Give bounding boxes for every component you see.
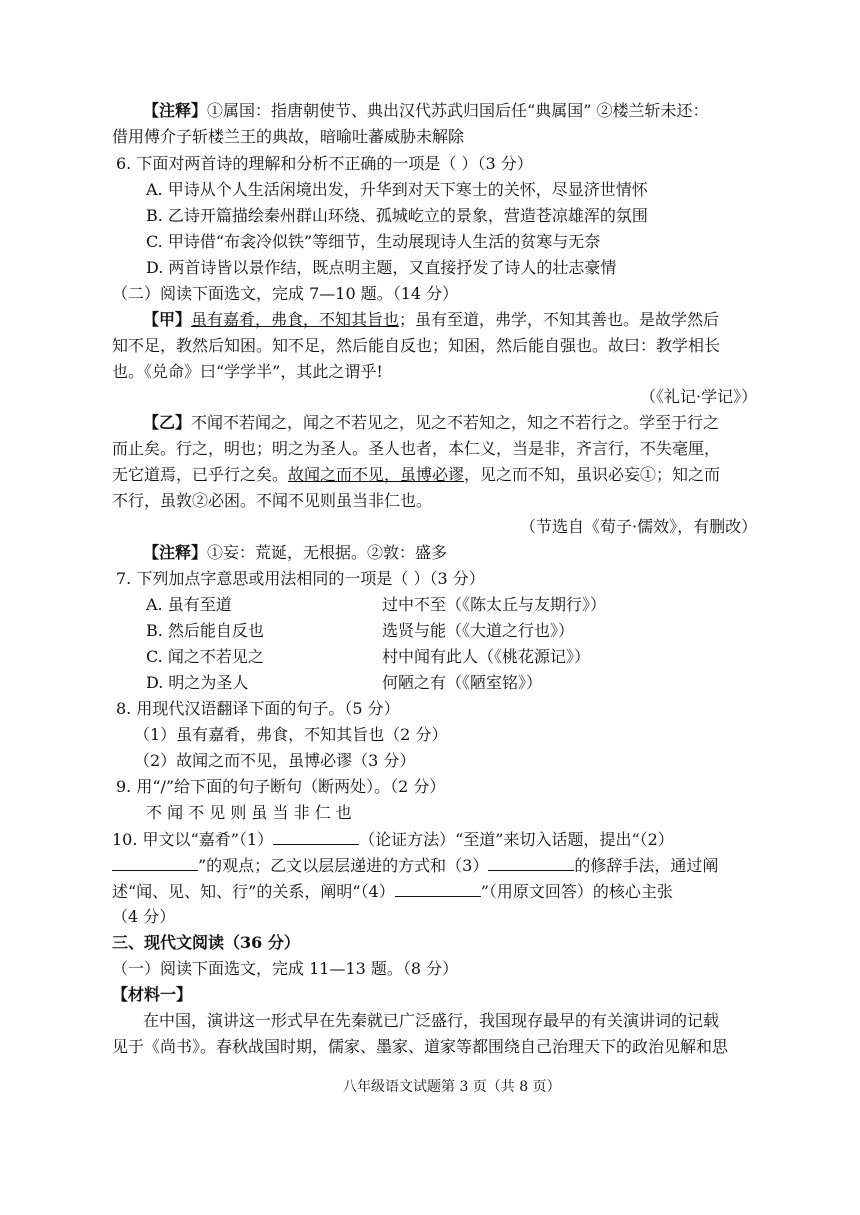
passage-yi-line: 而止矣。行之，明也；明之为圣人。圣人也者，本仁义，当是非，齐言行，不失毫厘，	[112, 439, 721, 458]
question-9-stem: 9. 用“/”给下面的句子断句（断两处）。（2 分）	[116, 777, 446, 796]
passage-text: 无它道焉，已乎行之矣。	[112, 465, 289, 484]
q10-text: 10. 甲文以“嘉肴”（1）	[112, 830, 274, 849]
passage-label: 【乙】	[143, 413, 192, 432]
note-label: 【注释】	[143, 101, 208, 120]
question-7-stem: 7. 下列加点字意思或用法相同的一项是（ ）（3 分）	[116, 569, 485, 588]
question-8-stem: 8. 用现代汉语翻译下面的句子。（5 分）	[116, 699, 400, 718]
q6-option-c: C. 甲诗借“布衾冷似铁”等细节，生动展现诗人生活的贫寒与无奈	[146, 232, 601, 251]
q7-option-a-right: 过中不至（《陈太丘与友期行》）	[382, 595, 607, 614]
q7-option-b-left: B. 然后能自反也	[146, 621, 264, 640]
question-10-line	[112, 854, 718, 877]
passage-jia-line	[143, 309, 719, 331]
answer-blank-4[interactable]	[395, 880, 481, 897]
q10-text: 述“闻、见、知、行”的关系，阐明“（4）	[112, 882, 395, 901]
passage-source: （《礼记·学记》）	[640, 387, 758, 406]
q9-sentence: 不 闻 不 见 则 虽 当 非 仁 也	[146, 803, 352, 822]
note-line	[143, 100, 708, 122]
note-label: 【注释】	[143, 543, 208, 562]
answer-blank-1[interactable]	[273, 828, 359, 845]
note-text: ①属国：指唐朝使节、典出汉代苏武归国后任“典属国” ②楼兰斩未还：	[207, 101, 709, 120]
material-label: 【材料一】	[112, 985, 193, 1004]
passage-jia-line: 也。《兑命》曰“学学半”，其此之谓乎!	[112, 362, 383, 381]
note-text: 借用傅介子斩楼兰王的典故，暗喻吐蕃威胁未解除	[112, 127, 465, 146]
q10-text: ”（用原文回答）的核心主张	[480, 882, 673, 901]
question-10-line: （4 分）	[112, 907, 176, 926]
q8-item: （1）虽有嘉肴，弗食，不知其旨也（2 分）	[134, 725, 448, 744]
underlined-sentence: 虽有嘉肴，弗食，不知其旨也	[191, 310, 400, 329]
passage-text: 不闻不若闻之，闻之不若见之，见之不若知之，知之不若行之。学至于行之	[191, 413, 720, 432]
underlined-sentence: 故闻之而不见，虽博必谬	[288, 465, 465, 484]
q7-option-d-right: 何陋之有（《陋室铭》）	[382, 673, 543, 692]
material-paragraph: 在中国，演讲这一形式早在先秦就已广泛盛行，我国现存最早的有关演讲词的记载	[143, 1011, 720, 1030]
material-paragraph: 见于《尚书》。春秋战国时期，儒家、墨家、道家等都围绕自己治理天下的政治见解和思	[112, 1037, 729, 1056]
section-heading: （二）阅读下面选文，完成 7—10 题。（14 分）	[112, 284, 459, 303]
passage-yi-line	[143, 412, 719, 434]
q6-option-a: A. 甲诗从个人生活闲境出发，升华到对天下寒士的关怀，尽显济世情怀	[146, 180, 648, 199]
q7-option-b-right: 选贤与能（《大道之行也》）	[382, 621, 575, 640]
passage-text: ，见之而不知，虽识必妄①；知之而	[464, 465, 721, 484]
section-heading: 三、现代文阅读（36 分）	[112, 933, 300, 952]
answer-blank-3[interactable]	[488, 854, 574, 871]
q6-option-b: B. 乙诗开篇描绘秦州群山环绕、孤城屹立的景象，营造苍凉雄浑的氛围	[146, 206, 648, 225]
q7-option-a-left: A. 虽有至道	[146, 595, 232, 614]
question-6-stem: 6. 下面对两首诗的理解和分析不正确的一项是（ ）（3 分）	[116, 154, 533, 173]
q6-option-d: D. 两首诗皆以景作结，既点明主题，又直接抒发了诗人的壮志豪情	[146, 258, 617, 277]
passage-text: ；虽有至道，弗学，不知其善也。是故学然后	[399, 310, 720, 329]
passage-yi-line	[112, 464, 720, 486]
q10-text: ”的观点；乙文以层层递进的方式和（3）	[198, 856, 489, 875]
note-text: ①妄：荒诞，无根据。②敦：盛多	[207, 543, 448, 562]
question-10-line	[112, 828, 674, 851]
page-footer: 八年级语文试题第 3 页（共 8 页）	[343, 1079, 561, 1095]
note-line	[143, 542, 447, 564]
q10-text: 的修辞手法，通过阐	[574, 856, 719, 875]
passage-source: （节选自《荀子·儒效》，有删改）	[520, 517, 758, 536]
passage-label: 【甲】	[143, 310, 192, 329]
q8-item: （2）故闻之而不见，虽博必谬（3 分）	[134, 751, 416, 770]
passage-jia-line: 知不足，教然后知困。知不足，然后能自反也；知困，然后能自强也。故曰：教学相长	[112, 336, 721, 355]
q7-option-c-left: C. 闻之不若见之	[146, 647, 264, 666]
q7-option-c-right: 村中闻有此人（《桃花源记》）	[382, 647, 591, 666]
passage-yi-line: 不行，虽敦②必困。不闻不见则虽当非仁也。	[112, 491, 433, 510]
answer-blank-2[interactable]	[112, 854, 198, 871]
q7-option-d-left: D. 明之为圣人	[146, 673, 249, 692]
question-10-line	[112, 880, 673, 903]
subsection-heading: （一）阅读下面选文，完成 11—13 题。（8 分）	[112, 959, 459, 978]
q10-text: （论证方法）“至道”来切入话题，提出“（2）	[359, 830, 674, 849]
